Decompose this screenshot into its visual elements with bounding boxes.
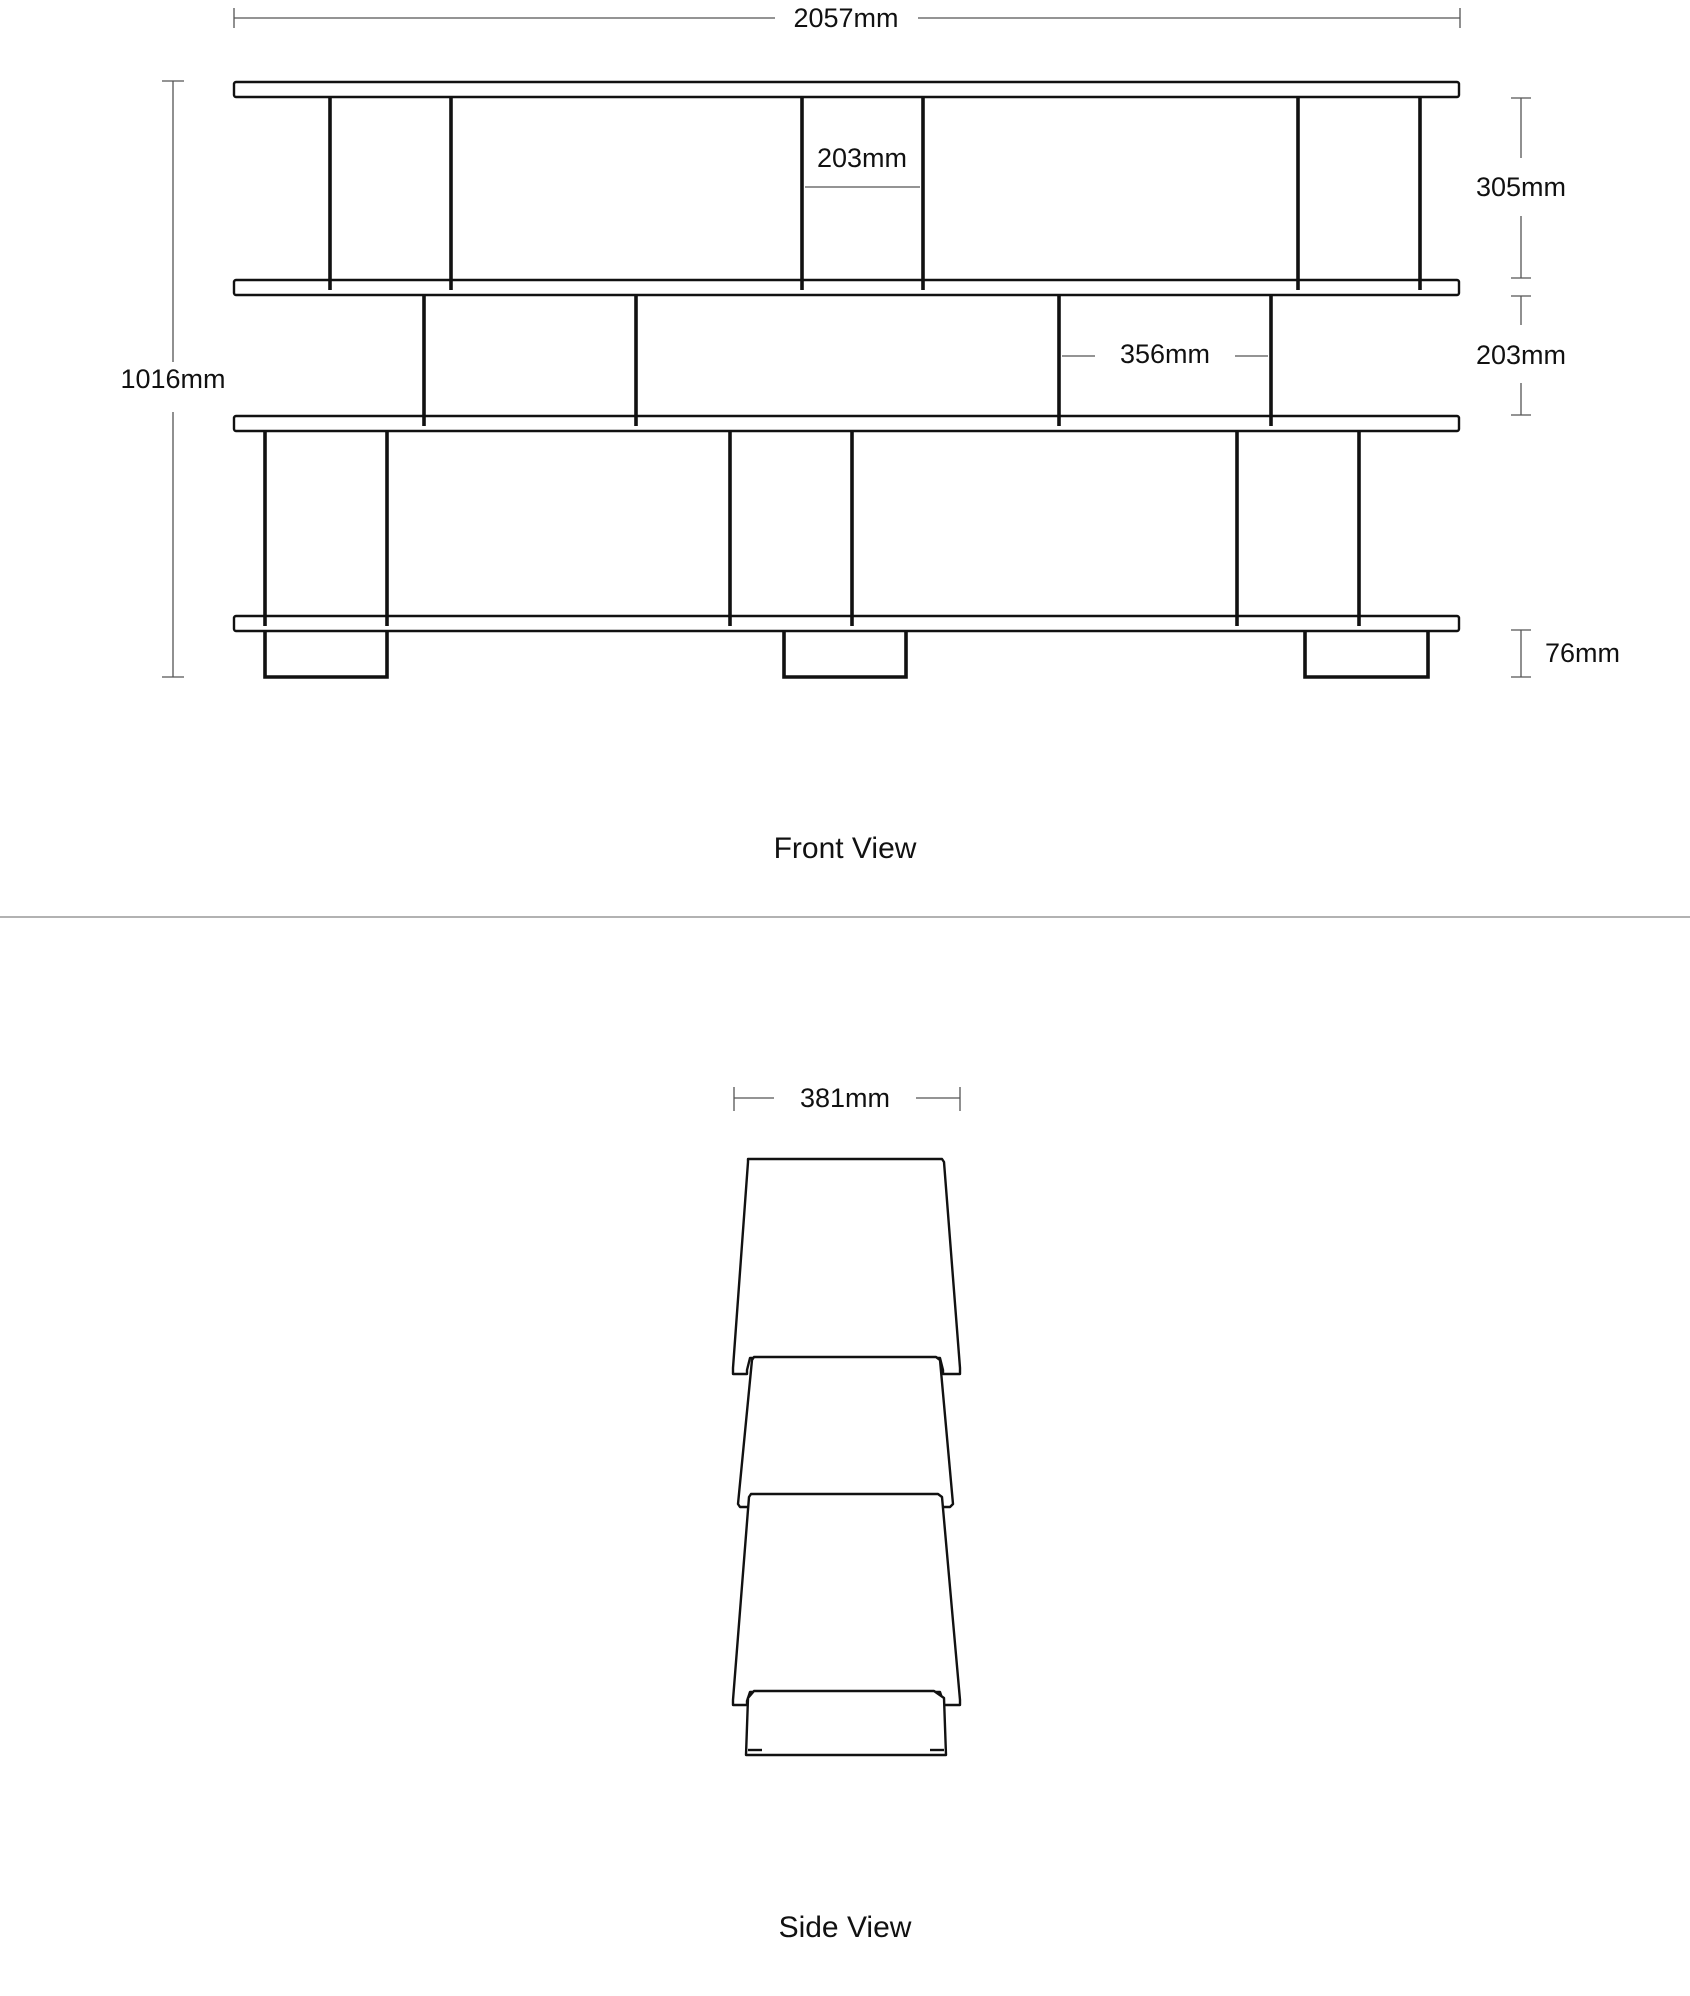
- dim-overall-width-label: 2057mm: [793, 3, 899, 33]
- side-view: [733, 1083, 960, 1944]
- front-view: [120, 3, 1620, 865]
- dim-tier2-spacing-label: 356mm: [1119, 339, 1211, 369]
- tier1-posts: [330, 97, 1420, 290]
- dim-tier1-height: [1476, 98, 1566, 278]
- side-tier-middle: [738, 1357, 953, 1507]
- tier3-posts: [265, 431, 1359, 626]
- dim-depth: [734, 1083, 960, 1113]
- dim-overall-height-label: 1016mm: [120, 364, 226, 394]
- dim-tier2-spacing: [1062, 339, 1268, 369]
- side-view-caption: Side View: [778, 1911, 912, 1944]
- base-feet: [265, 631, 1428, 677]
- front-view-caption: Front View: [773, 832, 917, 865]
- dim-overall-width: [234, 3, 1460, 33]
- side-base: [746, 1691, 946, 1755]
- side-tier-top: [733, 1159, 960, 1374]
- shelf-top: [234, 82, 1459, 97]
- dim-tier2-height: [1476, 296, 1566, 415]
- shelf-second: [234, 280, 1459, 295]
- dim-tier2-height-label: 203mm: [1475, 340, 1567, 370]
- base-foot-left: [265, 631, 387, 677]
- side-tier-lower: [733, 1494, 960, 1705]
- dim-overall-height: [120, 81, 225, 677]
- base-foot-right: [1305, 631, 1428, 677]
- shelf-third: [234, 416, 1459, 431]
- dim-base-height: [1511, 630, 1620, 677]
- base-foot-center: [784, 631, 906, 677]
- dim-depth-label: 381mm: [799, 1083, 891, 1113]
- shelf-bottom: [234, 616, 1459, 631]
- dim-post-spacing-label: 203mm: [816, 143, 908, 173]
- dim-post-spacing: [805, 143, 920, 187]
- dim-tier1-height-label: 305mm: [1475, 172, 1567, 202]
- dim-base-height-label: 76mm: [1545, 638, 1621, 668]
